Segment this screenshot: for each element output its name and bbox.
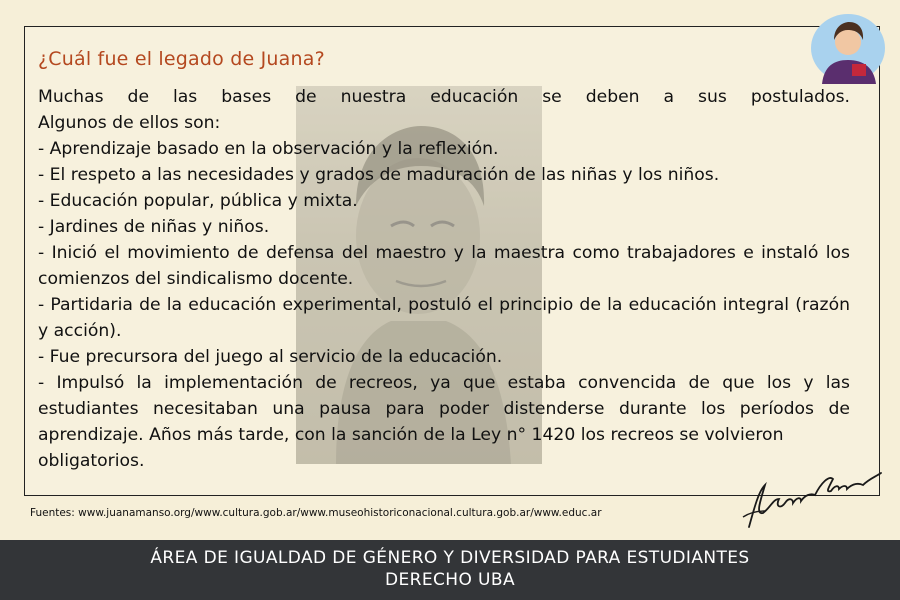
list-item: - Inició el movimiento de defensa del maestro y la maestra como trabajadores e instaló los comienzos del sindicalismo docente. — [38, 243, 850, 289]
intro-line-2: Algunos de ellos son: — [38, 113, 221, 133]
juana-manso-signature — [735, 455, 885, 535]
footer-banner — [0, 540, 900, 600]
footer-line-2: DERECHO UBA — [385, 570, 515, 590]
intro-line-1: Muchas de las bases de nuestra educación se deben a sus postulados. — [38, 87, 850, 107]
legacy-text-block — [38, 84, 850, 474]
list-item: - Impulsó la implementación de recreos, ya que estaba convencida de que los y las estudiantes necesitaban una pausa para poder distenderse durante los períodos de aprendizaje. Años más tarde, con la sanción de la Ley n° 1420 los recreos se volvieron — [38, 373, 850, 445]
juana-avatar-illustration — [808, 10, 886, 84]
footer-line-1: ÁREA DE IGUALDAD DE GÉNERO Y DIVERSIDAD PARA ESTUDIANTES — [150, 548, 750, 568]
list-item: - Partidaria de la educación experimental, postuló el principio de la educación integral (razón y acción). — [38, 295, 850, 341]
list-item: - Aprendizaje basado en la observación y la reflexión. — [38, 139, 499, 159]
list-item: - Fue precursora del juego al servicio de la educación. — [38, 347, 503, 367]
list-item: - Educación popular, pública y mixta. — [38, 191, 358, 211]
list-item: - Jardines de niñas y niños. — [38, 217, 270, 237]
page-title: ¿Cuál fue el legado de Juana? — [38, 48, 325, 70]
list-item: - El respeto a las necesidades y grados de maduración de las niñas y los niños. — [38, 165, 720, 185]
list-item: obligatorios. — [38, 451, 145, 471]
sources-line: Fuentes: www.juanamanso.org/www.cultura.gob.ar/www.museohistoriconacional.cultura.gob.ar/www.educ.ar — [30, 507, 602, 519]
